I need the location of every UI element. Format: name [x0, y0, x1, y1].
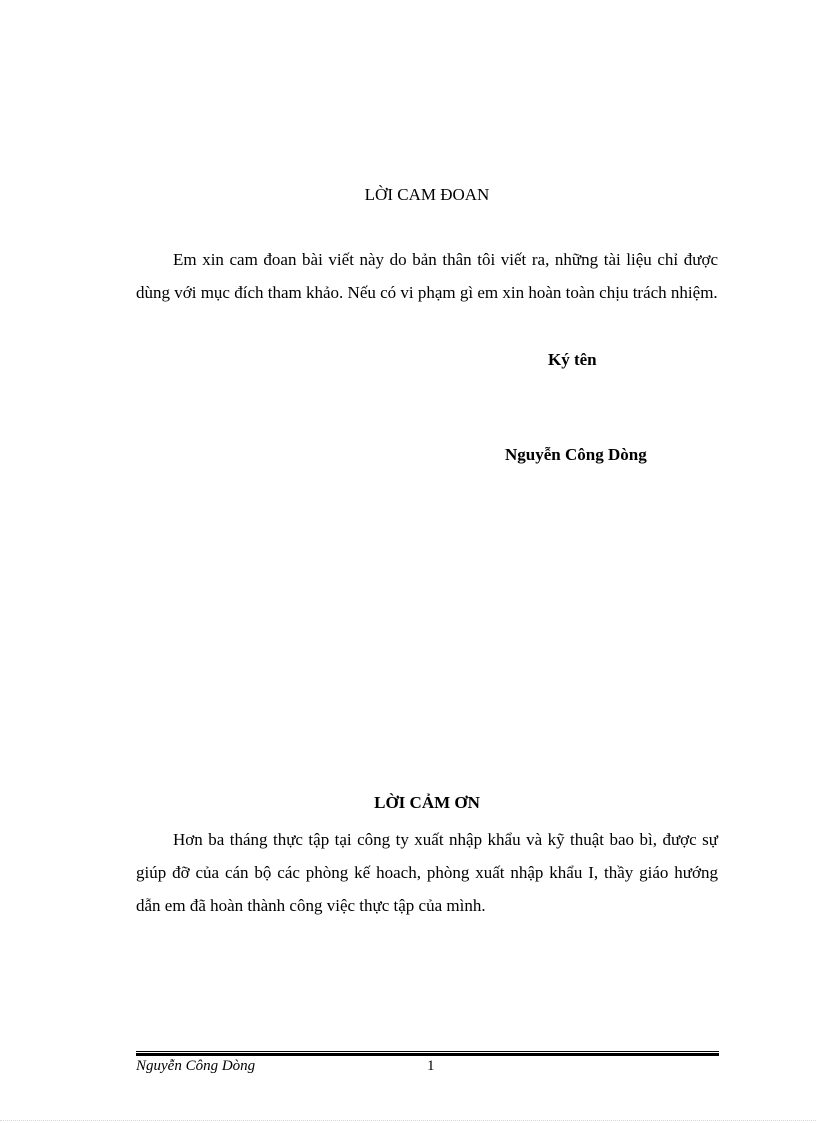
acknowledgement-title: LỜI CẢM ƠN: [374, 793, 480, 812]
declaration-body: Em xin cam đoan bài viết này do bản thân tôi viết ra, những tài liệu chỉ được dùng với mục đích tham khảo. Nếu có vi phạm gì em xin hoàn toàn chịu trách nhiệm.: [136, 250, 718, 302]
page-number: 1: [427, 1058, 435, 1074]
page-bottom-edge: [0, 1120, 816, 1121]
declaration-title: LỜI CAM ĐOAN: [364, 185, 490, 204]
signature-label: Ký tên: [548, 350, 597, 369]
footer-author: Nguyễn Công Dòng: [136, 1058, 256, 1074]
signature-name: Nguyễn Công Dòng: [505, 445, 647, 464]
acknowledgement-body: Hơn ba tháng thực tập tại công ty xuất nhập khẩu và kỹ thuật bao bì, được sự giúp đỡ của cán bộ các phòng kế hoach, phòng xuất nhập khẩu I, thầy giáo hướng dẫn em đã hoàn thành công việc thực tập của mình.: [136, 830, 718, 915]
